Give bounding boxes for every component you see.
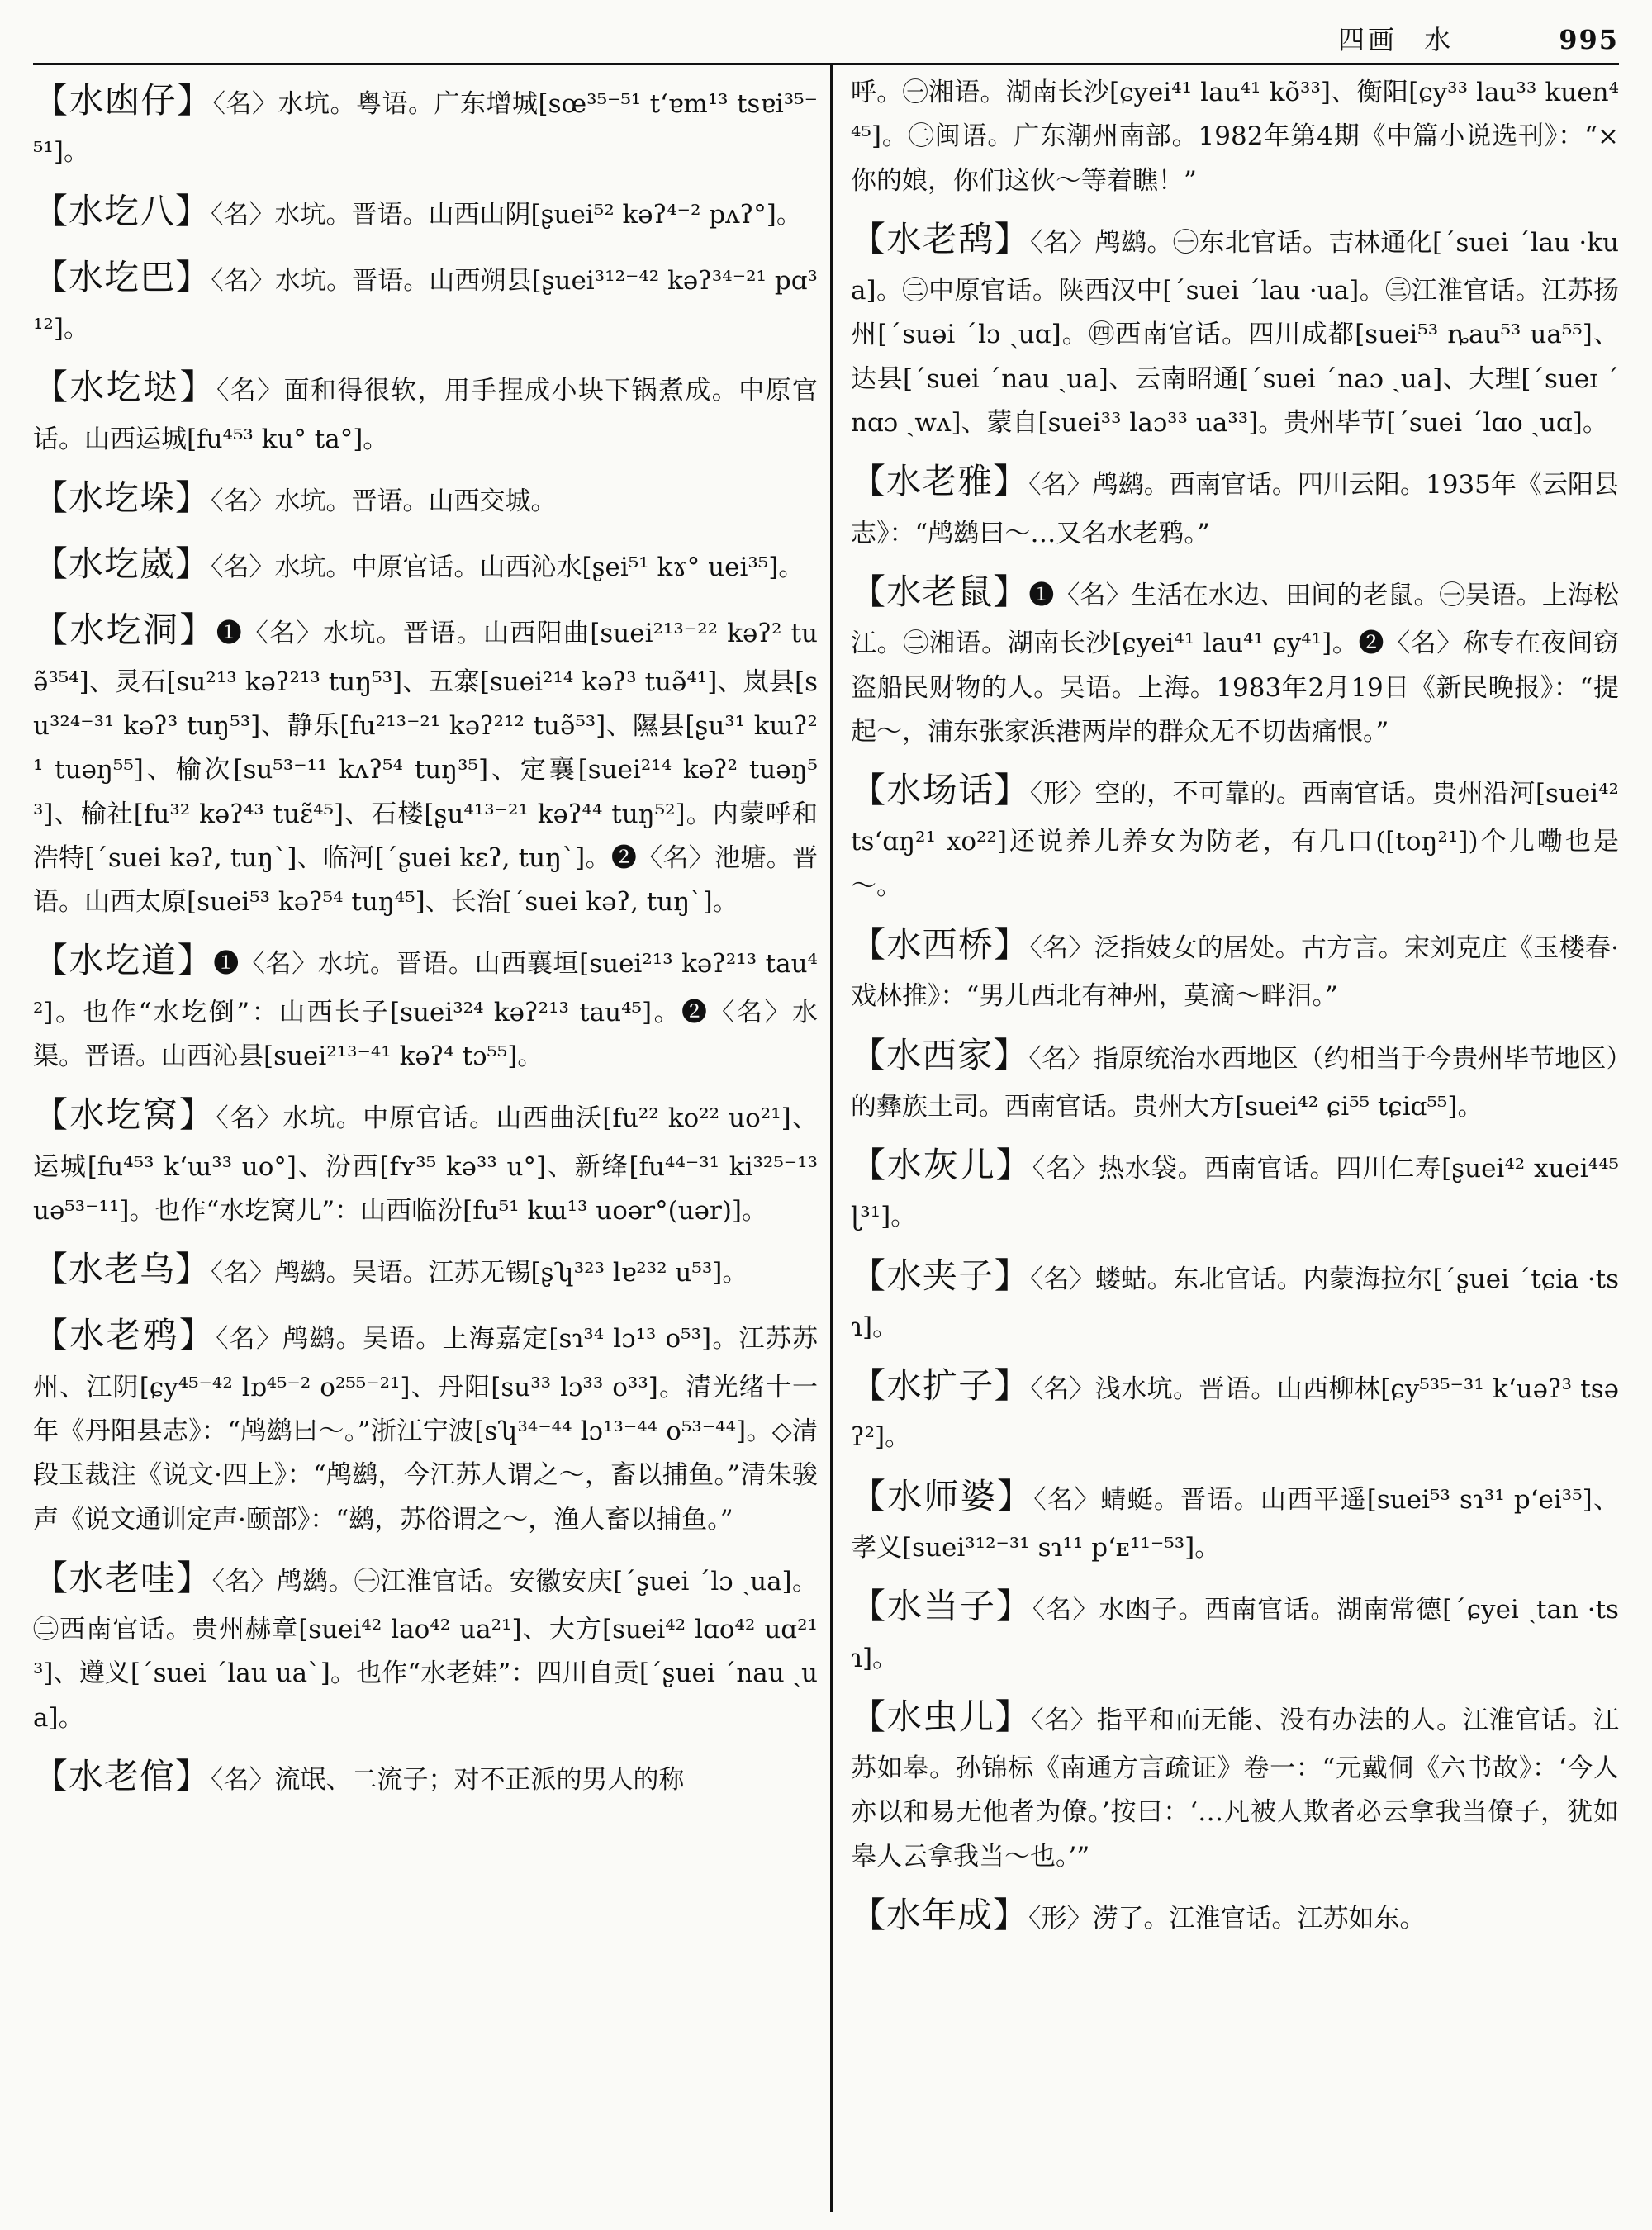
headword-text: 水老鼠 (886, 571, 994, 612)
entry-definition: 〈名〉流氓、二流子；对不正派的男人的称 (211, 1765, 685, 1796)
headword-open-bracket: 【 (33, 1094, 70, 1136)
entry-headword (33, 477, 211, 518)
headword-open-bracket: 【 (851, 924, 887, 965)
headword-text: 水圪八 (69, 190, 176, 231)
headword-text: 水老鸹 (886, 218, 995, 259)
headword-close-bracket: 】 (175, 256, 211, 297)
headword-open-bracket: 【 (33, 477, 69, 518)
headword-close-bracket: 】 (179, 367, 216, 408)
entry-headword (33, 257, 211, 297)
dictionary-entry (851, 1577, 1619, 1681)
entry-definition: 〈名〉水坑。中原官话。山西曲沃[fu²² ko²² uo²¹]、运城[fu⁴⁵³ k‘ɯ³³ uo°]、汾西[fʏ³⁵ kə³³ u°]、新绛[fu⁴⁴⁻³¹ ki³²⁵⁻¹³ uə⁵³⁻¹¹]。也作“水圪窝儿”：山西临汾[fu⁵¹ kɯ¹³ uoər°(uər)]。 (33, 1103, 818, 1226)
entry-definition: 〈名〉指原统治水西地区（约相当于今贵州毕节地区）的彝族土司。西南官话。贵州大方[suei⁴² ɕi⁵⁵ tɕiɑ⁵⁵]。 (851, 1043, 1619, 1122)
headword-open-bracket: 【 (851, 1255, 887, 1296)
entry-headword (33, 1558, 212, 1598)
headword-text: 水场话 (886, 770, 995, 811)
left-column (33, 71, 818, 2210)
headword-close-bracket: 】 (996, 1475, 1034, 1516)
headword-text: 水老倌 (69, 1756, 176, 1797)
dictionary-entry (851, 1356, 1619, 1460)
headword-text: 水圪道 (69, 940, 178, 981)
entry-definition: ❶〈名〉水坑。晋语。山西阳曲[suei²¹³⁻²² kəʔ² tuə̃³⁵⁴]、灵石[su²¹³ kəʔ²¹³ tuŋ⁵³]、五寨[suei²¹⁴ kəʔ³ tuə̃⁴¹]、岚县[su³²⁴⁻³¹ kəʔ³ tuŋ⁵³]、静乐[fu²¹³⁻²¹ kəʔ²¹² tuə̃⁵³]、隰县[ʂu³¹ kɯʔ²¹ tuəŋ⁵⁵]、榆次[su⁵³⁻¹¹ kʌʔ⁵⁴ tuŋ³⁵]、定襄[suei²¹⁴ kəʔ² tuəŋ⁵³]、榆社[fu³² kəʔ⁴³ tuɛ̃⁴⁵]、石楼[ʂu⁴¹³⁻²¹ kəʔ⁴⁴ tuŋ⁵²]。内蒙呼和浩特[ˊsuei kəʔ, tuŋˋ]、临河[ˊʂuei kɛʔ, tuŋˋ]。❷〈名〉池塘。晋语。山西太原[suei⁵³ kəʔ⁵⁴ tuŋ⁴⁵]、长治[ˊsuei kəʔ, tuŋˋ]。 (33, 619, 818, 918)
dictionary-entry (851, 1687, 1619, 1879)
entry-definition: 〈形〉空的，不可靠的。西南官话。贵州沿河[suei⁴² ts‘ɑŋ²¹ xo²²]还说养儿养女为防老，有几口([toŋ²¹])个儿嘞也是～。 (851, 779, 1619, 901)
headword-text: 水夹子 (886, 1255, 995, 1296)
headword-close-bracket: 】 (993, 1034, 1029, 1075)
entry-definition: 〈名〉蜻蜓。晋语。山西平遥[suei⁵³ sɿ³¹ p‘ei³⁵]、孝义[suei³¹²⁻³¹ sɿ¹¹ p‘ᴇ¹¹⁻⁵³]。 (851, 1484, 1619, 1563)
dictionary-entry (851, 1246, 1619, 1350)
entry-headword (33, 543, 211, 584)
headword-open-bracket: 【 (33, 190, 69, 231)
entry-definition: ❶〈名〉水坑。晋语。山西襄垣[suei²¹³ kəʔ²¹³ tau⁴²]。也作“水圪倒”：山西长子[suei³²⁴ kəʔ²¹³ tau⁴⁵]。❷〈名〉水渠。晋语。山西沁县[suei²¹³⁻⁴¹ kəʔ⁴ tɔ⁵⁵]。 (33, 949, 818, 1071)
dictionary-entry (851, 1467, 1619, 1571)
headword-text: 水老雅 (886, 461, 994, 502)
headword-text: 水凼仔 (69, 80, 177, 121)
headword-text: 水圪巴 (69, 256, 176, 297)
dictionary-entry (851, 761, 1619, 909)
dictionary-entry (33, 1306, 818, 1541)
headword-text: 水圪垯 (69, 367, 180, 408)
headword-close-bracket: 】 (994, 924, 1030, 965)
entry-definition: 〈名〉鸬鹚。吴语。上海嘉定[sɿ³⁴ lɔ¹³ o⁵³]。江苏苏州、江阴[ɕy⁴⁵⁻⁴² lɒ⁴⁵⁻² o²⁵⁵⁻²¹]、丹阳[su³³ lɔ³³ o³³]。清光绪十一年《丹阳县志》：“鸬鹚曰～。”浙江宁波[sʮ³⁴⁻⁴⁴ lɔ¹³⁻⁴⁴ o⁵³⁻⁴⁴]。◇清段玉裁注《说文·四上》：“鸬鹚，今江苏人谓之～，畜以捕鱼。”清朱骏声《说文通训定声·颐部》：“鹚，苏俗谓之～，渔人畜以捕鱼。” (33, 1324, 818, 1535)
entry-definition: 〈名〉鸬鹚。吴语。江苏无锡[ʂʮ³²³ lɐ²³² u⁵³]。 (211, 1258, 748, 1288)
headword-close-bracket: 】 (994, 218, 1031, 259)
headword-open-bracket: 【 (33, 1315, 70, 1356)
entry-definition: 〈名〉鸬鹚。西南官话。四川云阳。1935年《云阳县志》：“鸬鹚曰～…又名水老鸦。” (851, 470, 1619, 548)
headword-text: 水老乌 (69, 1249, 176, 1290)
entry-definition: 呼。㊀湘语。湖南长沙[ɕyei⁴¹ lau⁴¹ kõ³³]、衡阳[ɕy³³ lau³³ kuen⁴⁴⁵]。㊁闽语。广东潮州南部。1982年第4期《中篇小说选刊》：“×你的娘，你们这伙～等着瞧！” (851, 78, 1619, 196)
entry-headword (33, 1315, 216, 1355)
headword-close-bracket: 】 (175, 190, 211, 231)
headword-open-bracket: 【 (33, 80, 69, 121)
entry-headword (33, 940, 213, 980)
headword-close-bracket: 】 (994, 1365, 1031, 1407)
headword-close-bracket: 】 (995, 1145, 1032, 1186)
headword-open-bracket: 【 (851, 1365, 887, 1407)
headword-close-bracket: 】 (994, 1255, 1031, 1296)
dictionary-entry (33, 71, 818, 175)
headword-close-bracket: 】 (175, 1756, 211, 1797)
entry-headword (851, 1696, 1031, 1737)
entry-definition: 〈名〉水坑。晋语。山西交城。 (211, 486, 557, 516)
entry-definition: 〈名〉水坑。晋语。山西朔县[ʂuei³¹²⁻⁴² kəʔ³⁴⁻²¹ pɑ³¹²]。 (33, 265, 818, 344)
headword-text: 水圪窝 (69, 1094, 179, 1136)
headword-close-bracket: 】 (175, 543, 211, 585)
dictionary-entry (33, 534, 818, 594)
dictionary-entry (33, 358, 818, 462)
headword-close-bracket: 】 (177, 80, 213, 121)
dictionary-entry (851, 562, 1619, 754)
dictionary-entry (33, 468, 818, 528)
headword-open-bracket: 【 (33, 940, 69, 981)
headword-close-bracket: 】 (175, 477, 211, 518)
entry-headword (851, 219, 1030, 259)
headword-text: 水年成 (886, 1895, 994, 1935)
headword-close-bracket: 】 (179, 610, 216, 651)
headword-text: 水圪垛 (69, 477, 176, 518)
dictionary-entry (33, 182, 818, 241)
headword-open-bracket: 【 (851, 1586, 887, 1627)
headword-open-bracket: 【 (33, 610, 70, 651)
entry-definition: 〈名〉水坑。中原官话。山西沁水[ʂei⁵¹ kɤ° uei³⁵]。 (211, 553, 805, 583)
headword-open-bracket: 【 (851, 571, 887, 612)
headword-open-bracket: 【 (33, 367, 70, 408)
entry-headword (851, 924, 1029, 965)
entry-definition: 〈名〉泛指妓女的居处。古方言。宋刘克庄《玉楼春·戏林推》：“男儿西北有神州，莫滴～畔泪。” (851, 933, 1619, 1012)
headword-close-bracket: 】 (178, 1315, 216, 1356)
headword-open-bracket: 【 (851, 1475, 888, 1516)
headword-close-bracket: 】 (994, 770, 1030, 811)
headword-open-bracket: 【 (851, 1895, 887, 1935)
headword-text: 水当子 (886, 1586, 996, 1627)
entry-headword (33, 1249, 211, 1289)
headword-text: 水圪洞 (69, 610, 180, 651)
headword-close-bracket: 】 (177, 940, 214, 981)
entry-definition: 〈名〉水坑。粤语。广东增城[sœ³⁵⁻⁵¹ t‘ɐm¹³ tsɐi³⁵⁻⁵¹]。 (33, 89, 818, 168)
entry-headword (851, 770, 1030, 810)
dictionary-entry (33, 248, 818, 352)
entry-headword (851, 1476, 1033, 1516)
headword-close-bracket: 】 (175, 1249, 211, 1290)
entry-headword (33, 1094, 216, 1135)
dictionary-entry (851, 1026, 1619, 1130)
headword-text: 水西桥 (886, 924, 995, 965)
dictionary-entry (33, 1549, 818, 1740)
dictionary-entry (851, 915, 1619, 1019)
headword-close-bracket: 】 (176, 1557, 212, 1598)
dictionary-entry (33, 1085, 818, 1233)
headword-open-bracket: 【 (33, 1756, 69, 1797)
entry-headword (851, 1255, 1030, 1296)
dictionary-entry (33, 931, 818, 1079)
headword-text: 水西家 (886, 1034, 994, 1075)
entry-headword (851, 1895, 1028, 1935)
headword-close-bracket: 】 (995, 1696, 1032, 1737)
entry-headword (851, 461, 1028, 501)
headword-text: 水老哇 (69, 1557, 177, 1598)
headword-text: 水圪崴 (69, 543, 176, 585)
headword-text: 水灰儿 (886, 1145, 996, 1186)
entry-definition: 〈名〉浅水坑。晋语。山西柳林[ɕy⁵³⁵⁻³¹ k‘uəʔ³ tsəʔ²]。 (851, 1374, 1619, 1453)
header-rule (33, 63, 1619, 65)
entry-headword (33, 191, 211, 231)
dictionary-entry (33, 600, 818, 924)
entry-headword (851, 1145, 1032, 1185)
entry-definition: 〈名〉热水袋。西南官话。四川仁寿[ʂuei⁴² xuei⁴⁴⁵ ɭ³¹]。 (851, 1154, 1619, 1232)
headword-close-bracket: 】 (993, 461, 1029, 502)
entry-definition: 〈形〉涝了。江淮官话。江苏如东。 (1028, 1904, 1426, 1933)
section-label: 四画 (1338, 24, 1398, 55)
entry-headword (33, 80, 213, 121)
entry-definition: 〈名〉水凼子。西南官话。湖南常德[ˊɕyei ˏtan ·tsɿ]。 (851, 1595, 1619, 1673)
headword-open-bracket: 【 (33, 1249, 69, 1290)
dictionary-entry (851, 1886, 1619, 1945)
headword-open-bracket: 【 (851, 1145, 887, 1186)
headword-open-bracket: 【 (851, 218, 887, 259)
entry-definition: 〈名〉鸬鹚。㊀东北官话。吉林通化[ˊsuei ˊlau ·kua]。㊁中原官话。陕西汉中[ˊsuei ˊlau ·ua]。㊂江淮官话。江苏扬州[ˊsuəi ˊlɔ ˏuɑ]。㊃西南官话。四川成都[suei⁵³ ȵau⁵³ ua⁵⁵]、达县[ˊsuei ˊnau ˏua]、云南昭通[ˊsuei ˊnaɔ ˏua]、大理[ˊsueɪ ˊnɑɔ ˏwʌ]、蒙自[suei³³ laɔ³³ ua³³]。贵州毕节[ˊsuei ˊlɑo ˏuɑ]。 (851, 227, 1619, 439)
column-divider (830, 64, 833, 2212)
dictionary-entry (33, 1240, 818, 1299)
entry-headword (33, 367, 216, 407)
headword-text: 水师婆 (887, 1475, 997, 1516)
entry-definition: 〈名〉鸬鹚。㊀江淮官话。安徽安庆[ˊʂuei ˊlɔ ˏua]。㊁西南官话。贵州赫章[suei⁴² lao⁴² ua²¹]、大方[suei⁴² lɑo⁴² uɑ²¹³]、遵义[ˊsuei ˊlau uaˋ]。也作“水老娃”：四川自贡[ˊʂuei ˊnau ˏua]。 (33, 1566, 818, 1733)
headword-close-bracket: 】 (993, 571, 1029, 612)
entry-headword (851, 1035, 1028, 1075)
headword-text: 水虫儿 (886, 1696, 995, 1737)
entry-definition: 〈名〉指平和而无能、没有办法的人。江淮官话。江苏如皋。孙锦标《南通方言疏证》卷一：“元戴侗《六书故》：‘今人亦以和易无他者为僚。’按曰：‘…凡被人欺者必云拿我当僚子，犹如皋人云拿我当～也。’” (851, 1705, 1619, 1872)
headword-open-bracket: 【 (851, 461, 887, 502)
headword-close-bracket: 】 (178, 1094, 216, 1136)
headword-close-bracket: 】 (995, 1586, 1032, 1627)
entry-headword (851, 1365, 1030, 1406)
headword-open-bracket: 【 (851, 770, 887, 811)
headword-text: 水老鸦 (69, 1315, 179, 1356)
right-column (851, 71, 1619, 2210)
dictionary-entry (33, 1747, 818, 1806)
entry-headword (851, 1586, 1032, 1626)
headword-text: 水扩子 (886, 1365, 995, 1407)
headword-open-bracket: 【 (33, 256, 69, 297)
entry-headword (33, 610, 216, 650)
entry-headword (33, 1756, 211, 1796)
dictionary-entry (851, 71, 1619, 203)
dictionary-entry (851, 210, 1619, 445)
entry-definition: 〈名〉蝼蛄。东北官话。内蒙海拉尔[ˊʂuei ˊtɕia ·tsɿ]。 (851, 1264, 1619, 1342)
entry-headword (851, 572, 1028, 612)
headword-close-bracket: 】 (993, 1895, 1029, 1935)
entry-definition: ❶〈名〉生活在水边、田间的老鼠。㊀吴语。上海松江。㊁湘语。湖南长沙[ɕyei⁴¹ lau⁴¹ ɕy⁴¹]。❷〈名〉称专在夜间窃盗船民财物的人。吴语。上海。1983年2月19日《新民晚报》：“提起～，浦东张家浜港两岸的群众无不切齿痛恨。” (851, 580, 1619, 747)
entry-definition: 〈名〉水坑。晋语。山西山阴[ʂuei⁵² kəʔ⁴⁻² pʌʔ°]。 (211, 199, 802, 230)
running-header (1338, 17, 1619, 63)
dictionary-entry (851, 1136, 1619, 1240)
entry-definition: 〈名〉面和得很软，用手捏成小块下锅煮成。中原官话。山西运城[fu⁴⁵³ ku° ta°]。 (33, 376, 818, 454)
dictionary-entry (851, 452, 1619, 556)
headword-open-bracket: 【 (33, 1557, 69, 1598)
radical-label: 水 (1424, 24, 1451, 55)
headword-open-bracket: 【 (33, 543, 69, 585)
headword-open-bracket: 【 (851, 1034, 887, 1075)
headword-open-bracket: 【 (851, 1696, 887, 1737)
page-number: 995 (1559, 24, 1619, 55)
